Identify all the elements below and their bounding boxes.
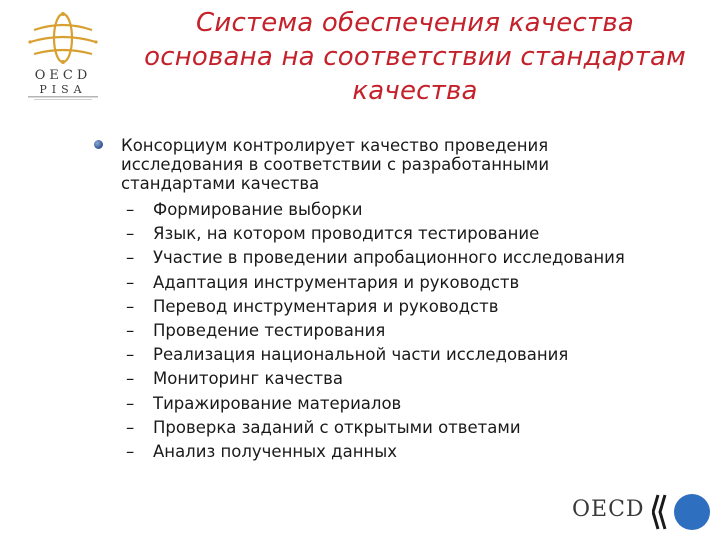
logo-text-oecd: OECD [34, 68, 92, 83]
list-item [94, 367, 704, 391]
list-item-label: Участие в проведении апробационного исследования [153, 248, 625, 268]
list-item-label: Адаптация инструментария и руководств [153, 272, 520, 292]
bullet-dot-icon [94, 140, 103, 149]
list-item-label: Язык, на котором проводится тестирование [153, 224, 540, 244]
list-item [94, 392, 704, 416]
list-item [94, 198, 704, 222]
dash-marker: – [126, 345, 135, 365]
sub-item-list [94, 198, 704, 464]
logo-text-pisa: PISA [39, 83, 87, 96]
list-item [94, 343, 704, 367]
slide-content [94, 136, 704, 464]
title-line-1: Система обеспечения качества [196, 8, 634, 38]
list-item-label: Мониторинг качества [153, 369, 343, 389]
list-item-label: Перевод инструментария и руководств [153, 296, 499, 316]
list-item [94, 246, 704, 270]
list-item-label: Анализ полученных данных [153, 442, 398, 462]
dash-marker: – [126, 200, 135, 219]
oecd-emblem-icon [652, 491, 712, 533]
oecd-logo-text: OECD [572, 497, 645, 522]
globe-icon [22, 10, 104, 102]
list-item-label: Тиражирование материалов [153, 393, 402, 413]
list-item [94, 295, 704, 319]
dash-marker: – [126, 248, 135, 268]
list-item [94, 319, 704, 343]
bullet-line-1: Консорциум контролирует качество проведения [121, 136, 549, 155]
oecd-logo [572, 487, 712, 535]
list-item-label: Проведение тестирования [153, 321, 386, 341]
list-item-label: Реализация национальной части исследования [153, 345, 569, 365]
dash-marker: – [126, 224, 135, 244]
dash-marker: – [126, 272, 135, 292]
bullet-line-3: стандартами качества [121, 174, 320, 193]
dash-marker: – [126, 369, 135, 389]
title-line-3: качества [352, 76, 478, 106]
title-line-2: основана на соответствии стандартам [144, 42, 686, 72]
page-title [130, 6, 700, 108]
dash-marker: – [126, 442, 135, 462]
oecd-pisa-logo [22, 10, 104, 102]
list-item [94, 440, 704, 464]
dash-marker: – [126, 321, 135, 341]
bullet-line-2: исследования в соответствии с разработанными [121, 155, 550, 174]
dash-marker: – [126, 417, 135, 437]
list-item [94, 222, 704, 246]
dash-marker: – [126, 296, 135, 316]
list-item-label: Формирование выборки [153, 200, 363, 219]
list-item [94, 271, 704, 295]
main-bullet [94, 136, 704, 193]
dash-marker: – [126, 393, 135, 413]
list-item-label: Проверка заданий с открытыми ответами [153, 417, 521, 437]
list-item [94, 416, 704, 440]
